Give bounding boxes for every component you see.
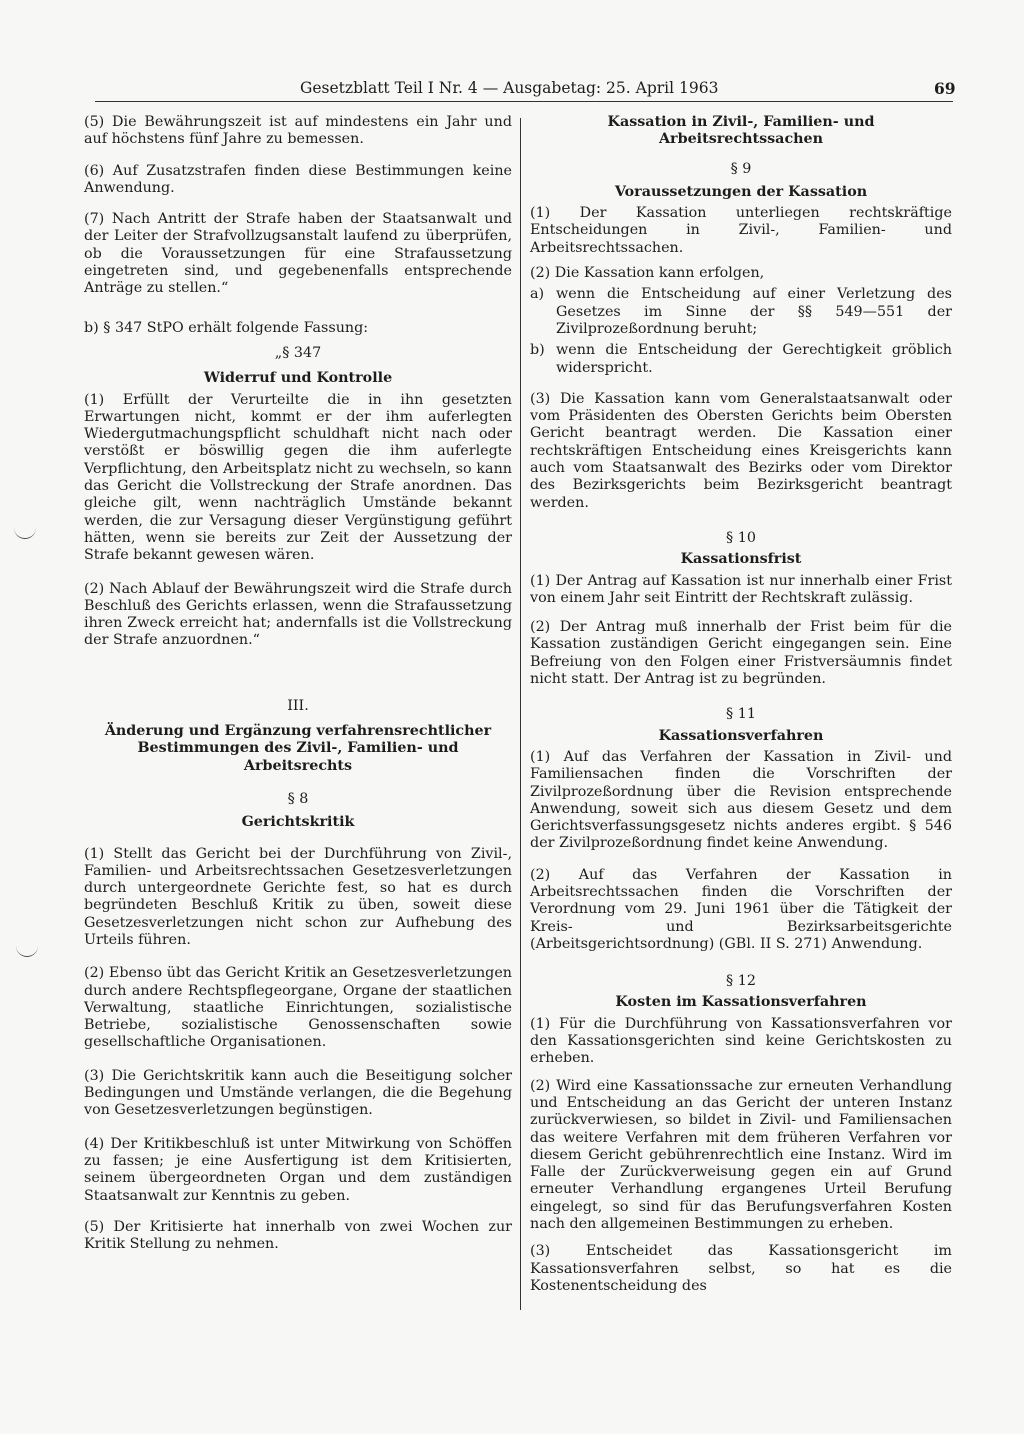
section-number: § 8 [287, 790, 309, 807]
paragraph: (2) Auf das Verfahren der Kassation in Arbeitsrechtssachen finden die Vorschriften der Verordnung vom 29. Juni 1961 über die Tätigkeit der Kreis- und Bezirksarbeitsgerichte (Arbeitsgerichtsordnung) (GBl. II S. 271) Anwendung. [530, 866, 952, 952]
section-title: Gerichtskritik [241, 814, 355, 831]
paragraph: (1) Der Antrag auf Kassation ist nur innerhalb einer Frist von einem Jahr seit Eintritt der Rechtskraft zulässig. [530, 572, 952, 606]
right-column [530, 114, 952, 1309]
paragraph: (2) Ebenso übt das Gericht Kritik an Gesetzesverletzungen durch andere Rechtspflegeorgane, Organe der staatlichen Verwaltung, staatliche Einrichtungen, sozialistische Betriebe, sozialistische Genossenschaften sowie gesellschaftliche Organisationen. [84, 965, 512, 1051]
paragraph: (5) Die Bewährungszeit ist auf mindestens ein Jahr und auf höchstens fünf Jahre zu bemessen. [84, 114, 512, 148]
chapter-heading: Kassation in Zivil-, Familien- und Arbeitsrechtssachen [607, 114, 875, 148]
paragraph: (3) Die Gerichtskritik kann auch die Beseitigung solcher Bedingungen und Umstände verlangen, die die Begehung von Gesetzesverletzungen begünstigen. [84, 1067, 512, 1119]
section-title: Widerruf und Kontrolle [203, 370, 393, 387]
page-header [0, 79, 1024, 103]
section-number: „§ 347 [274, 344, 322, 361]
column-divider [520, 118, 521, 1310]
paragraph: (2) Wird eine Kassationssache zur erneuten Verhandlung und Entscheidung an das Gericht der unteren Instanz zurückverwiesen, so bildet in Zivil- und Familiensachen das weitere Verfahren mit dem früheren Verfahren vor diesem Gericht gebührenrechtlich eine Instanz. Wird im Falle der Zurückverweisung gegen ein auf Grund erneuter Verhandlung ergangenes Urteil Berufung eingelegt, so sind für das Berufungsverfahren Kosten nach den allgemeinen Bestimmungen zu erheben. [530, 1077, 952, 1233]
section-title: Kosten im Kassationsverfahren [615, 994, 867, 1011]
paragraph: (1) Für die Durchführung von Kassationsverfahren vor den Kassationsgerichten sind keine Gerichtskosten zu erheben. [530, 1015, 952, 1067]
paragraph: (1) Stellt das Gericht bei der Durchführung von Zivil-, Familien- und Arbeitsrechtssachen Gesetzesverletzungen durch untergeordnete Gerichte fest, so hat es durch begründeten Beschluß Kritik zu üben, soweit diese Gesetzesverletzungen nicht schon zur Aufhebung des Urteils führen. [84, 845, 512, 948]
paragraph: (2) Die Kassation kann erfolgen, [530, 265, 765, 282]
gazette-header-title: Gesetzblatt Teil I Nr. 4 — Ausgabetag: 25. April 1963 [300, 79, 719, 97]
left-column [84, 114, 512, 1267]
list-item [530, 342, 952, 377]
list-item-label: b) [530, 342, 545, 359]
header-rule [95, 101, 953, 102]
part-title: Änderung und Ergänzung verfahrensrechtlicher Bestimmungen des Zivil-, Familien- und Arbeitsrechts [104, 723, 492, 774]
section-number: § 9 [730, 160, 752, 177]
paragraph: (6) Auf Zusatzstrafen finden diese Bestimmungen keine Anwendung. [84, 162, 512, 196]
margin-check-mark [14, 526, 36, 539]
section-title: Kassationsverfahren [658, 727, 824, 744]
paragraph: (1) Der Kassation unterliegen rechtskräftige Entscheidungen in Zivil-, Familien- und Arbeitsrechtssachen. [530, 205, 952, 256]
list-item-text: wenn die Entscheidung auf einer Verletzung des Gesetzes im Sinne der §§ 549—551 der Zivilprozeßordnung beruht; [556, 286, 952, 337]
paragraph: (4) Der Kritikbeschluß ist unter Mitwirkung von Schöffen zu fassen; je eine Ausfertigung ist dem Kritisierten, seinem übergeordneten Organ und dem zuständigen Staatsanwalt zur Kenntnis zu geben. [84, 1135, 512, 1204]
paragraph: (1) Erfüllt der Verurteilte die in ihn gesetzten Erwartungen nicht, kommt er der ihm auferlegten Wiedergutmachungspflicht schuldhaft nicht nach oder verstößt er böswillig gegen die ihm auferlegte Verpflichtung, den Arbeitsplatz nicht zu wechseln, so kann das Gericht die Vollstreckung der Strafe anordnen. Das gleiche gilt, wenn nachträglich Umstände bekannt werden, die zur Versagung dieser Vergünstigung geführt hätten, wenn sie bereits zur Zeit der Aussetzung der Strafe bekannt gewesen wären. [84, 391, 512, 564]
section-title: Voraussetzungen der Kassation [614, 183, 868, 200]
margin-check-mark [16, 944, 38, 957]
section-number: § 11 [726, 706, 756, 723]
list-item-label: a) [530, 286, 545, 303]
paragraph: (1) Auf das Verfahren der Kassation in Zivil- und Familiensachen finden die Vorschriften der Zivilprozeßordnung über die Revision entsprechende Anwendung, soweit sich aus diesem Gesetz und dem Gerichtsverfassungsgesetz nichts anderes ergibt. § 546 der Zivilprozeßordnung findet keine Anwendung. [530, 748, 952, 852]
section-title: Kassationsfrist [680, 551, 802, 568]
section-number: § 12 [726, 973, 756, 990]
paragraph: (3) Entscheidet das Kassationsgericht im Kassationsverfahren selbst, so hat es die Kostenentscheidung des [530, 1243, 952, 1294]
paragraph: (3) Die Kassation kann vom Generalstaatsanwalt oder vom Präsidenten des Obersten Gerichts beim Obersten Gericht beantragt werden. Die Kassation einer rechtskräftigen Entscheidung eines Kreisgerichts kann auch vom Staatsanwalt des Bezirks oder vom Direktor des Bezirksgerichts beim Bezirksgericht beantragt werden. [530, 390, 952, 511]
page-number: 69 [934, 79, 956, 98]
paragraph: (5) Der Kritisierte hat innerhalb von zwei Wochen zur Kritik Stellung zu nehmen. [84, 1218, 512, 1253]
section-number: § 10 [726, 529, 756, 546]
paragraph: (7) Nach Antritt der Strafe haben der Staatsanwalt und der Leiter der Strafvollzugsanstalt laufend zu überprüfen, ob die Voraussetzungen für eine Strafaussetzung eingetreten sind, und gegebenenfalls entsprechende Anträge zu stellen.“ [84, 211, 512, 297]
paragraph: (2) Nach Ablauf der Bewährungszeit wird die Strafe durch Beschluß des Gerichts erlassen, wenn die Strafaussetzung ihren Zweck erreicht hat; andernfalls ist die Vollstreckung der Strafe anzuordnen.“ [84, 580, 512, 649]
list-item [530, 286, 952, 338]
paragraph: (2) Der Antrag muß innerhalb der Frist beim für die Kassation zuständigen Gericht eingegangen sein. Eine Befreiung von den Folgen einer Fristversäumnis findet nicht statt. Der Antrag ist zu begründen. [530, 619, 952, 688]
part-number: III. [287, 697, 309, 714]
list-item-text: wenn die Entscheidung der Gerechtigkeit gröblich widerspricht. [556, 342, 952, 376]
amendment-intro: b) § 347 StPO erhält folgende Fassung: [84, 319, 369, 336]
